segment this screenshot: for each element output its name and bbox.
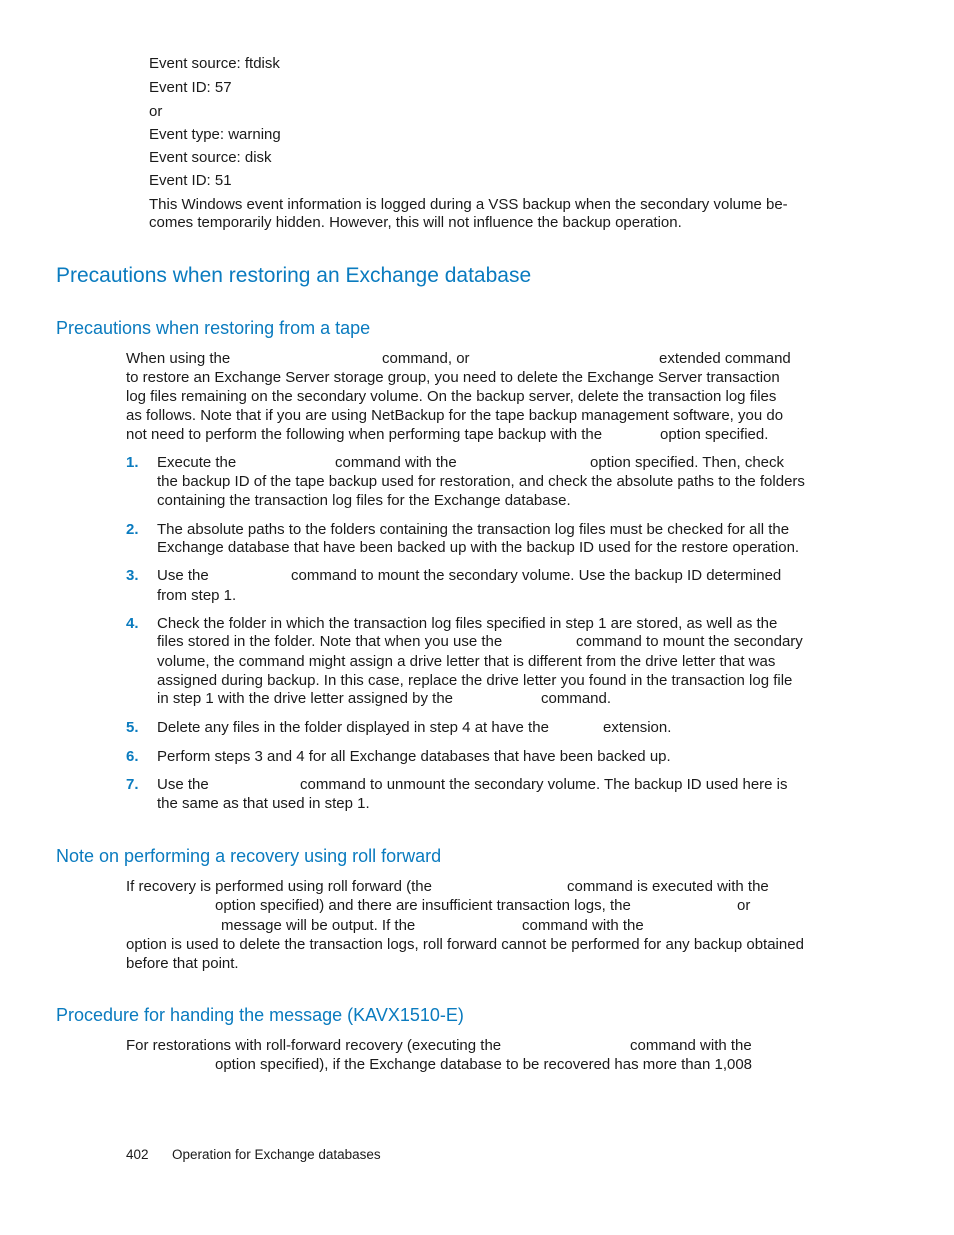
event-line-1: Event source: ftdisk (149, 55, 280, 72)
step-number: 7. (126, 776, 139, 793)
step-1-l1b: command with the (335, 454, 457, 471)
step-2-l2: Exchange database that have been backed up with the backup ID used for the restore operation. (157, 539, 800, 556)
step-7-l1b: command to unmount the secondary volume. The backup ID used here is (300, 776, 788, 793)
tape-intro-l5b: option specified. (660, 426, 769, 443)
step-number: 6. (126, 748, 139, 765)
roll-l1a: If recovery is performed using roll forward (the (126, 878, 432, 895)
roll-l2a: option specified) and there are insufficient transaction logs, the (215, 897, 631, 914)
step-4-l1: Check the folder in which the transaction log files specified in step 1 are stored, as well as the (157, 615, 778, 632)
kavx-l2: option specified), if the Exchange database to be recovered has more than 1,008 (215, 1056, 753, 1073)
roll-l3b: command with the (522, 917, 644, 934)
step-number: 3. (126, 567, 139, 584)
tape-intro-l2: to restore an Exchange Server storage group, you need to delete the Exchange Server transaction (126, 369, 780, 386)
page-number: 402 (126, 1147, 149, 1162)
step-1-l3: containing the transaction log files for the Exchange database. (157, 492, 571, 509)
step-4-l4: assigned during backup. In this case, replace the drive letter you found in the transaction log file (157, 672, 793, 689)
event-line-4: Event type: warning (149, 126, 281, 143)
step-5-l1b: extension. (603, 719, 672, 736)
step-number: 5. (126, 719, 139, 736)
footer-section: Operation for Exchange databases (172, 1147, 381, 1162)
vss-note-line-1: This Windows event information is logged during a VSS backup when the secondary volume be- (149, 196, 788, 213)
kavx-l1a: For restorations with roll-forward recovery (executing the (126, 1037, 502, 1054)
step-4-l2a: files stored in the folder. Note that when you use the (157, 633, 503, 650)
event-line-3: or (149, 103, 163, 120)
tape-intro-l5a: not need to perform the following when performing tape backup with the (126, 426, 603, 443)
tape-intro-l4: as follows. Note that if you are using NetBackup for the tape backup management software, you do (126, 407, 784, 424)
event-line-2: Event ID: 57 (149, 79, 232, 96)
step-4-l3: volume, the command might assign a drive letter that is different from the drive letter that was (157, 653, 776, 670)
step-1-l2: the backup ID of the tape backup used for restoration, and check the absolute paths to the folders (157, 473, 805, 490)
roll-l4: option is used to delete the transaction logs, roll forward cannot be performed for any backup obtained (126, 936, 804, 953)
event-line-5: Event source: disk (149, 149, 272, 166)
step-4-l2b: command to mount the secondary (576, 633, 803, 650)
step-1-l1c: option specified. Then, check (590, 454, 785, 471)
step-6-l1: Perform steps 3 and 4 for all Exchange databases that have been backed up. (157, 748, 671, 765)
roll-heading: Note on performing a recovery using roll forward (56, 846, 442, 866)
step-3-l1a: Use the (157, 567, 209, 584)
event-line-6: Event ID: 51 (149, 172, 232, 189)
step-number: 1. (126, 454, 139, 471)
step-3-l2: from step 1. (157, 587, 237, 604)
tape-intro-l1a: When using the (126, 350, 231, 367)
step-7-l1a: Use the (157, 776, 209, 793)
tape-intro-l1c: extended command (659, 350, 791, 367)
step-number: 4. (126, 615, 139, 632)
tape-intro-l1b: command, or (382, 350, 470, 367)
step-2-l1: The absolute paths to the folders containing the transaction log files must be checked for all the (157, 521, 790, 538)
kavx-l1b: command with the (630, 1037, 752, 1054)
vss-note-line-2: comes temporarily hidden. However, this will not influence the backup operation. (149, 214, 682, 231)
step-3-l1b: command to mount the secondary volume. Use the backup ID determined (291, 567, 782, 584)
step-4-l5a: in step 1 with the drive letter assigned by the (157, 690, 454, 707)
section-title: Precautions when restoring an Exchange database (56, 264, 532, 287)
kavx-heading: Procedure for handing the message (KAVX1510-E) (56, 1005, 464, 1025)
step-number: 2. (126, 521, 139, 538)
step-5-l1a: Delete any files in the folder displayed in step 4 at have the (157, 719, 549, 736)
roll-l3a: message will be output. If the (221, 917, 416, 934)
roll-l1b: command is executed with the (567, 878, 769, 895)
step-1-l1a: Execute the (157, 454, 237, 471)
tape-heading: Precautions when restoring from a tape (56, 318, 371, 338)
roll-l5: before that point. (126, 955, 239, 972)
roll-l2b: or (737, 897, 751, 914)
step-7-l2: the same as that used in step 1. (157, 795, 370, 812)
step-4-l5b: command. (541, 690, 612, 707)
tape-intro-l3: log files remaining on the secondary volume. On the backup server, delete the transaction log files (126, 388, 777, 405)
